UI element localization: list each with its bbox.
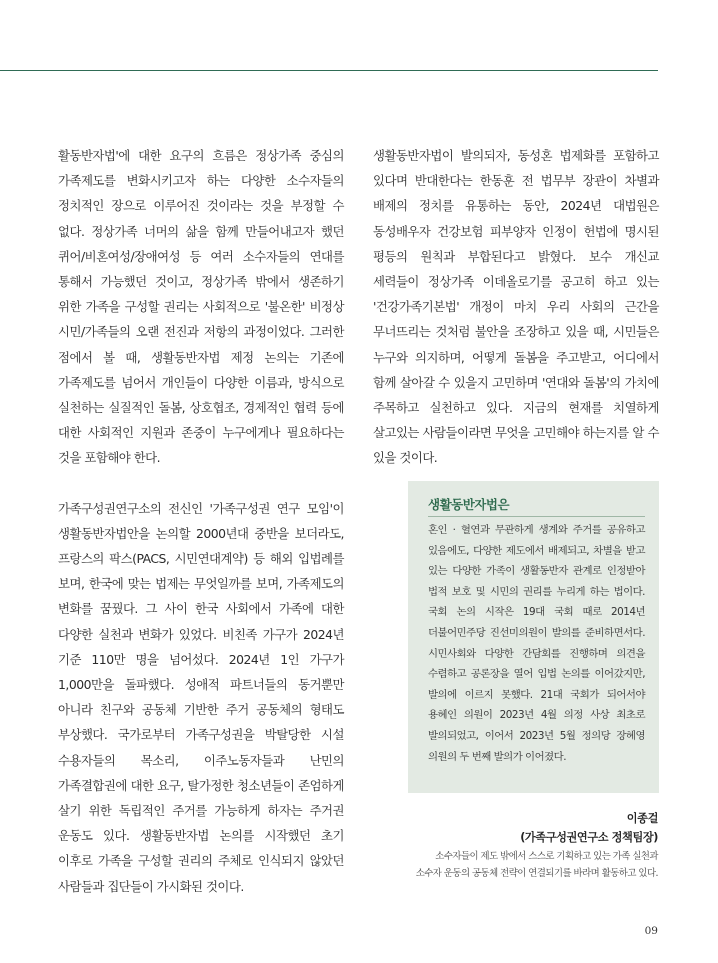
header-rule	[0, 70, 658, 71]
author-name: 이종걸	[626, 812, 658, 825]
author-affiliation: (가족구성권연구소 정책팀장)	[520, 830, 658, 844]
sidebar-box-body: 혼인 · 혈연과 무관하게 생계와 주거를 공유하고 있음에도, 다양한 제도에서 배제되고, 차별을 받고 있는 다양한 가족이 생활동반자 관계로 인정받아 법적 보호 및 시민의 권리를 누리게 하는 법이다. 국회 논의 시작은 19대 국회 때로 2014년 더불어민주당 진선미의원이 발의를 준비하면서다. 시민사회와 다양한 간담회를 진행하며 의견을 수렴하고 공론장을 열어 입법 논의를 이어갔지만, 발의에 이르지 못했다. 21대 국회가 되어서야 용혜인 의원이 2023년 4월 의정 사상 최초로 발의되었고, 이어서 2023년 5월 정의당 장혜영 의원의 두 번째 발의가 이어졌다.	[428, 524, 645, 763]
left-column	[58, 143, 344, 899]
sidebar-box-title: 생활동반자법은	[428, 495, 645, 517]
left-paragraph-2: 가족구성권연구소의 전신인 '가족구성권 연구 모임'이 생활동반자법안을 논의할 2000년대 중반을 보더라도, 프랑스의 팍스(PACS, 시민연대계약) 등 해외 입법례를 보며, 한국에 맞는 법제는 무엇일까를 보며, 가족제도의 변화를 꿈꿨다. 그 사이 한국 사회에서 가족에 대한 다양한 실천과 변화가 있었다. 비친족 가구가 2024년 기준 110만 명을 넘어섰다. 2024년 1인 가구가 1,000만을 돌파했다. 성애적 파트너들의 동거뿐만 아니라 친구와 공동체 기반한 주거 공동체의 형태도 부상했다. 국가로부터 가족구성권을 박탈당한 시설 수용자들의 목소리, 이주노동자들과 난민의 가족결합권에 대한 요구, 탈가정한 청소년들이 존엄하게 살기 위한 독립적인 주거를 가능하게 하자는 주거권 운동도 있다. 생활동반자법 논의를 시작했던 초기 이후로 가족을 구성할 권리의 주체로 인식되지 않았던 사람들과 집단들이 가시화된 것이다.	[58, 500, 344, 894]
author-description	[416, 848, 658, 882]
left-paragraph-1: 활동반자법'에 대한 요구의 흐름은 정상가족 중심의 가족제도를 변화시키고자 하는 다양한 소수자들의 정치적인 장으로 이루어진 것이라는 것을 부정할 수 없다. 정상가족 너머의 삶을 함께 만들어내고자 했던 퀴어/비혼여성/장애여성 등 여러 소수자들의 연대를 통해서 가능했던 것이고, 정상가족 밖에서 생존하기 위한 가족을 구성할 권리는 사회적으로 '불온한' 비정상 시민/가족들의 오랜 전진과 저항의 과정이었다. 그러한 점에서 볼 때, 생활동반자법 제정 논의는 기존에 가족제도를 넘어서 개인들이 다양한 이름과, 방식으로 실천하는 실질적인 돌봄, 상호협조, 경제적인 협력 등에 대한 사회적인 지원과 존중이 누구에게나 필요하다는 것을 포함해야 한다.	[58, 148, 344, 466]
page-number: 09	[644, 925, 658, 937]
right-paragraph-1: 생활동반자법이 발의되자, 동성혼 법제화를 포함하고 있다며 반대한다는 한동훈 전 법무부 장관이 차별과 배제의 정치를 유통하는 동안, 2024년 대법원은 동성배우자 건강보험 피부양자 인정이 헌법에 명시된 평등의 원칙과 부합된다고 밝혔다. 보수 개신교 세력들이 정상가족 이데올로기를 공고히 하고 있는 '건강가족기본법' 개정이 마치 우리 사회의 근간을 무너뜨리는 것처럼 불안을 조장하고 있을 때, 시민들은 누구와 의지하며, 어떻게 돌봄을 주고받고, 어디에서 함께 살아갈 수 있을지 고민하며 '연대와 돌봄'의 가치에 주목하고 실천하고 있다. 지금의 현재를 치열하게 살고있는 사람들이라면 무엇을 고민해야 하는지를 알 수 있을 것이다.	[373, 148, 659, 466]
author-description-line-1: 소수자들이 제도 밖에서 스스로 기획하고 있는 가족 실천과	[435, 851, 658, 862]
author-description-line-2: 소수자 운동의 공동체 전략이 연결되기를 바라며 활동하고 있다.	[415, 868, 658, 879]
sidebar-info-box	[408, 481, 659, 793]
author-block	[520, 810, 658, 847]
right-column	[373, 143, 659, 471]
